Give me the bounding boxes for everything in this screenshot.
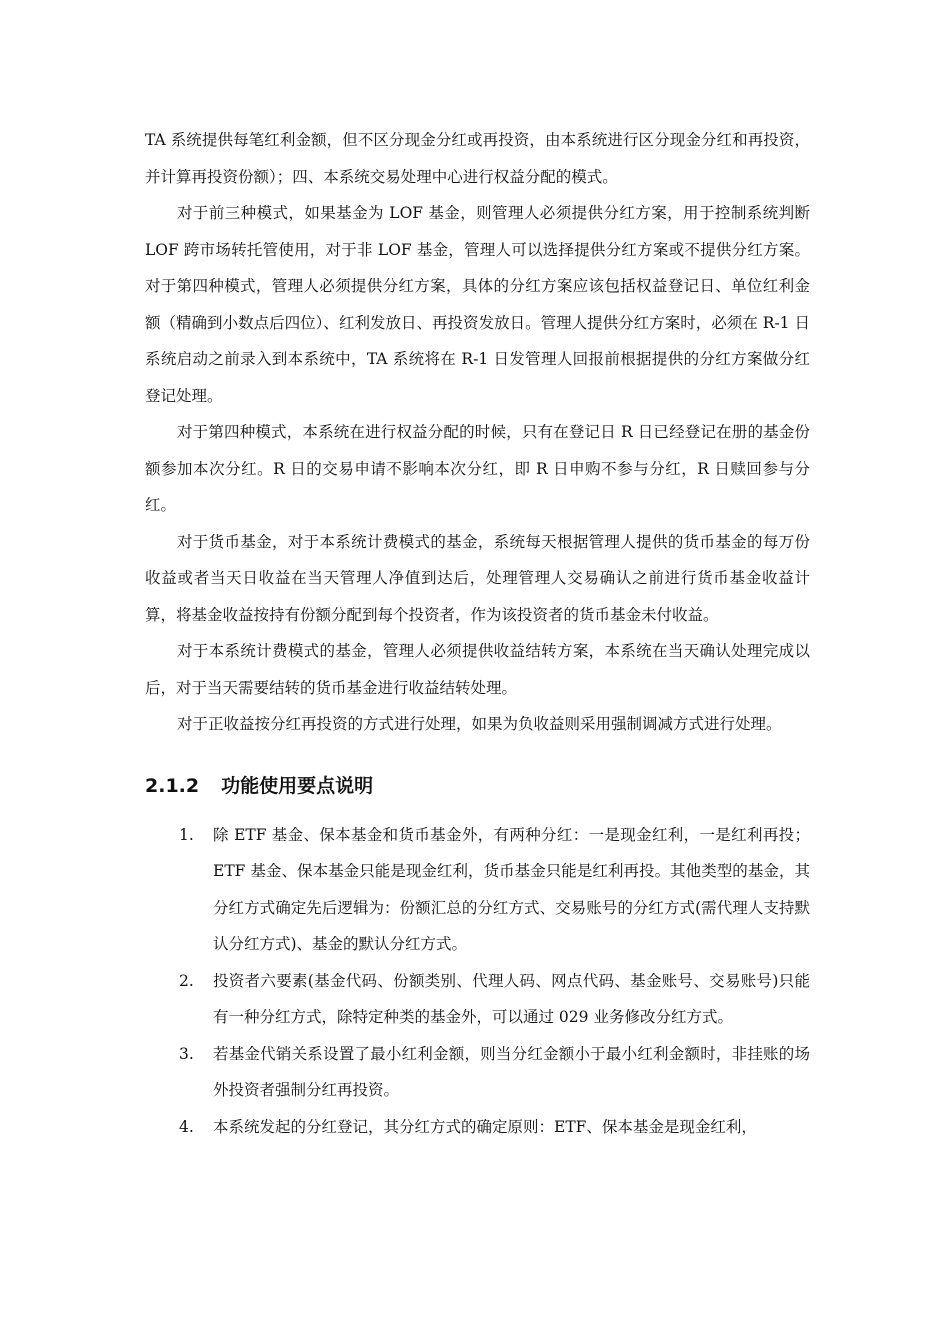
section-title: 功能使用要点说明 [221, 774, 374, 797]
paragraph-2: 对于前三种模式，如果基金为 LOF 基金，则管理人必须提供分红方案，用于控制系统判断 LOF 跨市场转托管使用，对于非 LOF 基金，管理人可以选择提供分红方案或不提供分红方案。对于第四种模式，管理人必须提供分红方案，具体的分红方案应该包括权益登记日、单位红利金额（精确到小数点后四位）、红利发放日、再投资发放日。管理人提供分红方案时，必须在 R-1 日系统启动之前录入到本系统中，TA 系统将在 R-1 日发管理人回报前根据提供的分红方案做分红登记处理。 [145, 204, 810, 405]
list-text: 除 ETF 基金、保本基金和货币基金外，有两种分红：一是现金红利，一是红利再投；ETF 基金、保本基金只能是现金红利，货币基金只能是红利再投。其他类型的基金，其分红方式确定先后逻辑为：份额汇总的分红方式、交易账号的分红方式(需代理人支持默认分红方式)、基金的默认分红方式。 [213, 825, 810, 953]
paragraph-1: TA 系统提供每笔红利金额，但不区分现金分红或再投资，由本系统进行区分现金分红和再投资，并计算再投资份额）；四、本系统交易处理中心进行权益分配的模式。 [145, 131, 810, 186]
list-item-4 [145, 1109, 810, 1146]
list-text: 本系统发起的分红登记，其分红方式的确定原则：ETF、保本基金是现金红利， [213, 1117, 757, 1136]
document-body [145, 122, 810, 1145]
list-item-3 [145, 1036, 810, 1109]
list-item-1 [145, 817, 810, 963]
list-text: 投资者六要素(基金代码、份额类别、代理人码、网点代码、基金账号、交易账号)只能有一种分红方式，除特定种类的基金外，可以通过 029 业务修改分红方式。 [213, 971, 810, 1026]
list-item-2 [145, 963, 810, 1036]
list-number: 4. [179, 1117, 194, 1136]
section-heading [145, 771, 810, 801]
list-number: 1. [179, 825, 194, 844]
usage-points-list [145, 817, 810, 1146]
list-text: 若基金代销关系设置了最小红利金额，则当分红金额小于最小红利金额时，非挂账的场外投资者强制分红再投资。 [213, 1044, 810, 1099]
list-number: 2. [179, 971, 194, 990]
paragraph-6: 对于正收益按分红再投资的方式进行处理，如果为负收益则采用强制调减方式进行处理。 [177, 715, 782, 733]
list-number: 3. [179, 1044, 194, 1063]
paragraph-4: 对于货币基金，对于本系统计费模式的基金，系统每天根据管理人提供的货币基金的每万份收益或者当天日收益在当天管理人净值到达后，处理管理人交易确认之前进行货币基金收益计算，将基金收益按持有份额分配到每个投资者，作为该投资者的货币基金未付收益。 [145, 532, 810, 624]
paragraph-3: 对于第四种模式，本系统在进行权益分配的时候，只有在登记日 R 日已经登记在册的基金份额参加本次分红。R 日的交易申请不影响本次分红，即 R 日申购不参与分红，R 日赎回参与分红。 [145, 423, 810, 514]
paragraph-5: 对于本系统计费模式的基金，管理人必须提供收益结转方案，本系统在当天确认处理完成以后，对于当天需要结转的货币基金进行收益结转处理。 [145, 642, 810, 697]
section-number: 2.1.2 [145, 774, 200, 797]
